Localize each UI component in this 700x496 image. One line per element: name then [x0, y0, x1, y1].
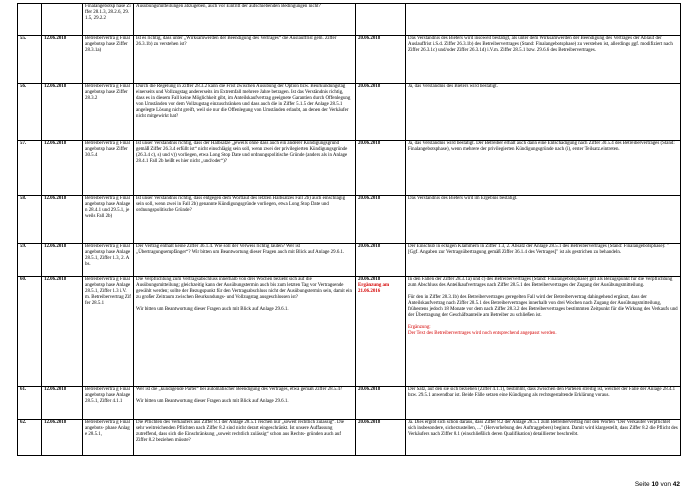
table-row — [18, 4, 681, 36]
question-cell — [134, 387, 356, 420]
question-cell-text: Ist unser Verständnis richtig, dass der Halbsatze „jeweils ohne dass auch ein anderer Kündigungsgrund gemäß Ziffer 26.3.4 erfüllt ist“ nicht einschlägig sein soll, wenn zwei der privilegierten Kündigungsgründe (26.3.4 c), s) und v)) vorliegen, etwa Long Stop Date und ordnungspolitische Gründe (anders als in Anlage 28.4.1 Fall 2b heißt es hier nicht „und/oder“)? — [136, 141, 348, 164]
qa-table-body — [18, 4, 681, 456]
question-cell — [134, 4, 356, 36]
document-reference-cell-text: Finalangebotsp hase Ziffer 28.1.3, 28.2.6, 29.1.5, 29.2.2 — [85, 4, 131, 21]
row-number-cell-text: 55. — [20, 36, 27, 41]
answer-cell-text: Das Verständnis des Bieters wird im Ergebnis bestätigt. — [408, 196, 518, 201]
document-reference-cell — [83, 420, 134, 456]
question-date-cell — [42, 84, 83, 141]
answer-date-cell-text: 20.06.2018 — [358, 141, 381, 146]
answer-date-cell — [356, 420, 406, 456]
answer-date-cell — [356, 387, 406, 420]
document-reference-cell — [83, 36, 134, 84]
question-date-cell-text: 12.06.2018 — [44, 36, 67, 41]
row-number-cell — [18, 84, 42, 141]
row-number-cell — [18, 420, 42, 456]
question-date-cell-text: 12.06.2018 — [44, 141, 67, 146]
document-reference-cell-text: Betreiberverträ g Finalangebots- phase Anlage 28.5.1, — [85, 420, 130, 437]
document-reference-cell — [83, 196, 134, 244]
question-cell-text: Ausübungsmitteilungen abzugeben, auch vor Eintritt der aufschiebenden Bedingungen nicht? — [136, 4, 321, 9]
answer-date-cell — [356, 244, 406, 277]
question-cell — [134, 196, 356, 244]
question-date-cell — [42, 4, 83, 36]
document-reference-cell — [83, 277, 134, 387]
answer-cell — [406, 84, 681, 141]
answer-cell-text: Für den in Ziffer 28.3.1b) des Betreibervertrages geregelten Fall wird der Betreibervertrag dahingehend ergänzt, dass der Anteilskaufvertrag nach Ziffer 28.5.1 des Betreibervertrages innerhalb von drei Wochen nach Zugang der Ausübungsmitteilung, frühestens jedoch 18 Monate vor dem nach Ziffer 28.3.2 des Betreibervertrages bestimmten Zeitpunkt für die Wirkung des Verkaufs und der Übertragung der Geschäftsanteile am Betreiber zu schließen ist. — [408, 295, 678, 318]
question-cell-text: Der Vertrag enthält keine Ziffer 36.1.4. Wie soll der Verweis richtig lauten? Wer ist „Übertragungsempfänger“? Wir bitten um Beantwortung dieser Fragen auch mit Blick auf Anlage 29.6.1. — [136, 244, 345, 255]
table-row — [18, 277, 681, 387]
answer-date-cell-text: Ergänzung am 21.06.2016 — [358, 283, 390, 294]
answer-cell-text: Der Einschub in eckigen Klammern in Ziffer 1.3, 2. Absatz der Anlage 28.5.1 des Betreibervertrages (Stand: Finalangebotsphase): "[Ggf. Angaben zur Vertragsübertragung gemäß Ziffer 36.1.4 des Vertrages]" ist als gestrichen zu behandeln. — [408, 244, 669, 255]
table-row — [18, 244, 681, 277]
answer-supplement-text: Der Text des Betreibervertrages wird noch entsprechend angepasst werden. — [408, 331, 557, 336]
question-cell — [134, 277, 356, 387]
question-cell-text: Die Pflichten des Verkäufers aus Ziffer 8.1 der Anlage 28.5.1 reichen nur „soweit rechtlich zulässig“. Die sehr weitreichenden Pflichten nach Ziffer 8.2 sind nicht derart eingeschränkt. Ist unsere Auffassung zutreffend, dass sich die Einschränkung „soweit rechtlich zulässig“ schon aus Rechts- gründen auch auf Ziffer 8.2 beziehen müsste? — [136, 420, 345, 443]
document-reference-cell-text: Betreiberverträ g Finalangebotsp hase Anlage 28.5.1, Ziffer 1.3 i.V.m. Betreibervertrag Ziffer 28.5.1 — [85, 277, 131, 306]
row-number-cell — [18, 277, 42, 387]
answer-date-cell-text: 20.06.2018 — [358, 387, 381, 392]
row-number-cell — [18, 244, 42, 277]
answer-cell — [406, 36, 681, 84]
answer-date-cell-text: 20.06.2018 — [358, 36, 381, 41]
row-number-cell — [18, 36, 42, 84]
document-reference-cell-text: Betreiberverträ g Finalangebotsp hase Ziffer 28.3.1a) — [85, 36, 130, 53]
answer-cell — [406, 387, 681, 420]
qa-table — [17, 3, 681, 456]
answer-cell-text: Ja, das Verständnis des Bieters wird bestätigt. — [408, 84, 498, 89]
question-cell — [134, 141, 356, 196]
row-number-cell-text: 56. — [20, 84, 27, 89]
question-date-cell — [42, 387, 83, 420]
row-number-cell-text: 57. — [20, 141, 27, 146]
footer-middle: von — [658, 481, 673, 488]
question-date-cell-text: 12.06.2018 — [44, 84, 67, 89]
question-date-cell-text: 12.06.2018 — [44, 387, 67, 392]
document-reference-cell-text: Betreiberverträ g Finalangebotsp hase Anlage 28.5.1, Ziffer 4.1.1 — [85, 387, 131, 404]
answer-date-cell-text: 20.06.2018 — [358, 244, 381, 249]
answer-date-cell — [356, 277, 406, 387]
question-date-cell-text: 12.06.2018 — [44, 244, 67, 249]
question-date-cell-text: 12.06.2018 — [44, 277, 67, 282]
row-number-cell-text: 59. — [20, 244, 27, 249]
answer-cell — [406, 196, 681, 244]
table-row — [18, 141, 681, 196]
document-reference-cell — [83, 4, 134, 36]
answer-cell — [406, 244, 681, 277]
table-row — [18, 387, 681, 420]
question-date-cell — [42, 277, 83, 387]
question-date-cell-text: 12.06.2018 — [44, 420, 67, 425]
footer-total-pages: 42 — [672, 481, 680, 488]
row-number-cell-text: 61. — [20, 387, 27, 392]
question-date-cell — [42, 36, 83, 84]
document-reference-cell-text: Betreiberverträ g Finalangebotsp hase Anlagen 28.4.1 und 29.5.1, jeweils Fall 2b) — [85, 196, 131, 219]
answer-date-cell-text: 20.06.2018 — [358, 420, 381, 425]
answer-cell — [406, 141, 681, 196]
row-number-cell-text: 62. — [20, 420, 27, 425]
question-date-cell — [42, 244, 83, 277]
question-cell-text: Wir bitten um Beantwortung dieser Fragen auch mit Blick auf Anlage 29.6.1. — [136, 307, 289, 312]
question-cell-text: Durch die Regelung in Ziffer 28.3.2 kann die Frist zwischen Ausübung der Option bzw. Beurkundungstag einerseits und Vollzugstag andererseits im Extremfall mehrere Jahre betragen. Ist das Verständnis richtig, dass es in diesem Fall keine Möglichkeit gibt, im Anteilskaufvertrag geeignete Garantien durch Offenlegung von Umständen vor dem Vollzugstag einzuschränken und dass auch die in Ziffer 5.1.5 der Anlage 28.5.1 angelegte Lösung nicht greift, weil sie nur die Offenlegung von Umständen erlaubt, an denen der Verkäufer nicht mitgewirkt hat? — [136, 84, 351, 119]
answer-date-cell — [356, 36, 406, 84]
document-reference-cell-text: Betreiberverträ g Finalangebotsp hase Ziffer 30.5.4 — [85, 141, 130, 158]
question-date-cell — [42, 196, 83, 244]
answer-date-cell-text: 20.06.2018 — [358, 84, 381, 89]
answer-date-cell — [356, 141, 406, 196]
answer-date-cell — [356, 84, 406, 141]
row-number-cell — [18, 4, 42, 36]
footer-current-page: 10 — [651, 481, 659, 488]
footer-prefix: Seite — [634, 481, 652, 488]
answer-cell-text: Ja. Dies ergibt sich schon daraus, dass Ziffer 8.2 der Anlage 28.5.1 zum Betreibervertrag mit den Worten "Der Verkäufer verpflichtet sich insbesondere, sicherzustellen, ..." (Hervorhebung des Auftraggebers) beginnt. Damit wird klargestellt, dass Ziffer 8.2 die Pflicht des Verkäufers nach Ziffer 8.1 (einschließlich deren Qualifikation) detaillierter beschreibt. — [408, 420, 678, 437]
document-reference-cell — [83, 387, 134, 420]
answer-cell — [406, 4, 681, 36]
question-cell — [134, 84, 356, 141]
row-number-cell — [18, 196, 42, 244]
table-row — [18, 196, 681, 244]
answer-cell — [406, 277, 681, 387]
question-date-cell — [42, 420, 83, 456]
document-reference-cell-text: Betreiberverträ g Finalangebotsp hase Anlage 28.5.1, Ziffer 1.3, 2. Abs. — [85, 244, 131, 267]
question-cell — [134, 244, 356, 277]
question-date-cell — [42, 141, 83, 196]
question-cell-text: Ist unser Verständnis richtig, dass entgegen dem Wortlaut des letzten Halbsatzes Fall 2b) auch einschlägig sein soll, wenn zwei in Fall 2b) genannte Kündigungsgründe vorliegen, etwa Long Stop Date und ordnungspolitische Gründe? — [136, 196, 346, 213]
table-row — [18, 84, 681, 141]
answer-date-cell — [356, 196, 406, 244]
question-cell-text: Wer ist die „kündigende Partei“ bei automatischer Beendigung des Vertrages, etwa gemäß Ziffer 28.5.4? — [136, 387, 343, 392]
table-row — [18, 36, 681, 84]
question-cell-text: Ist es richtig, dass unter „Wirksamwerden der Beendigung des Vertrages“ die Auslauffrist gem. Ziffer 26.3.1b) zu verstehen ist? — [136, 36, 337, 47]
answer-date-cell-text: 20.06.2018 — [358, 277, 381, 282]
document-reference-cell — [83, 84, 134, 141]
question-cell — [134, 420, 356, 456]
row-number-cell — [18, 141, 42, 196]
row-number-cell-text: 58. — [20, 196, 27, 201]
answer-date-cell-text: 20.06.2018 — [358, 196, 381, 201]
question-cell-text: Wir bitten um Beantwortung dieser Fragen auch mit Blick auf Anlage 29.6.1. — [136, 399, 289, 404]
answer-date-cell — [356, 4, 406, 36]
answer-supplement-text: Ergänzung: — [408, 325, 431, 330]
row-number-cell — [18, 387, 42, 420]
table-row — [18, 420, 681, 456]
answer-cell-text: Das Verständnis des Bieters wird insoweit bestätigt, als unter dem Wirksamwerden der Beendigung des Vertrages der Ablauf der Auslauffrist i.S.d. Ziffer 26.3.1b) des Betreibervertrages (Stand: Finalangebotsphase) zu verstehen ist, allerdings ggf. modifiziert nach Ziffer 26.3.1c) und/oder Ziffer 26.3.1d) i.V.m. Ziffer 28.5.1 bzw. 29.6.6 des Betreibervertrages. — [408, 36, 673, 53]
document-reference-cell-text: Betreiberverträ g Finalangebotsp hase Ziffer 28.3.2 — [85, 84, 130, 101]
row-number-cell-text: 60. — [20, 277, 27, 282]
document-reference-cell — [83, 244, 134, 277]
question-date-cell-text: 12.06.2018 — [44, 196, 67, 201]
answer-cell-text: Ja, das Verständnis wird bestätigt. Der Betreiber erhält auch dann eine Entschädigung nach Ziffer 30.5.4 des Betreibervertrages (Stand: Finalangebotsphase), wenn mehrere der privilegierten Kündigungsgründe nach (i), erster Teilsatz.eintreten. — [408, 141, 675, 152]
question-cell — [134, 36, 356, 84]
answer-cell-text: In den Fällen der Ziffer 28.3.1a) und c) des Betreibervertrages (Stand: Finalangebotsphase) gilt als Bezugspunkt für die Verpflichtung zum Abschluss des Anteilkaufvertrages nach Ziffer 28.5.1 des Betreibervertrages der Zugang der Ausübungsmitteilung. — [408, 277, 673, 288]
page-footer — [635, 481, 680, 488]
answer-cell-text: Der Satz, auf den sie sich beziehen (Ziffer 4.1.1), bestimmt, dass zwischen den Parteien streitig ist, welcher der Fälle der Anlage 28.4.1 bzw. 29.5.1 anwendbar ist. Beide Fälle setzen eine Kündigung als rechtsgestaltende Erklärung voraus. — [408, 387, 676, 398]
question-cell-text: Die Verpflichtung zum Vertragsabschluss innerhalb von drei Wochen bezieht sich auf die Ausübungsmitteilung; gleichzeitig kann der Ausübungstermin auch bis zum letzten Tag vor Vertragsende gewählt werden; sollte der Bezugspunkt für den Vertragsabschluss nicht der Ausübungstermin sein, damit ein zu großer Zeitraum zwischen Beurkundungs- und Vollzugstag ausgeschlossen ist? — [136, 277, 353, 300]
document-reference-cell — [83, 141, 134, 196]
answer-cell — [406, 420, 681, 456]
